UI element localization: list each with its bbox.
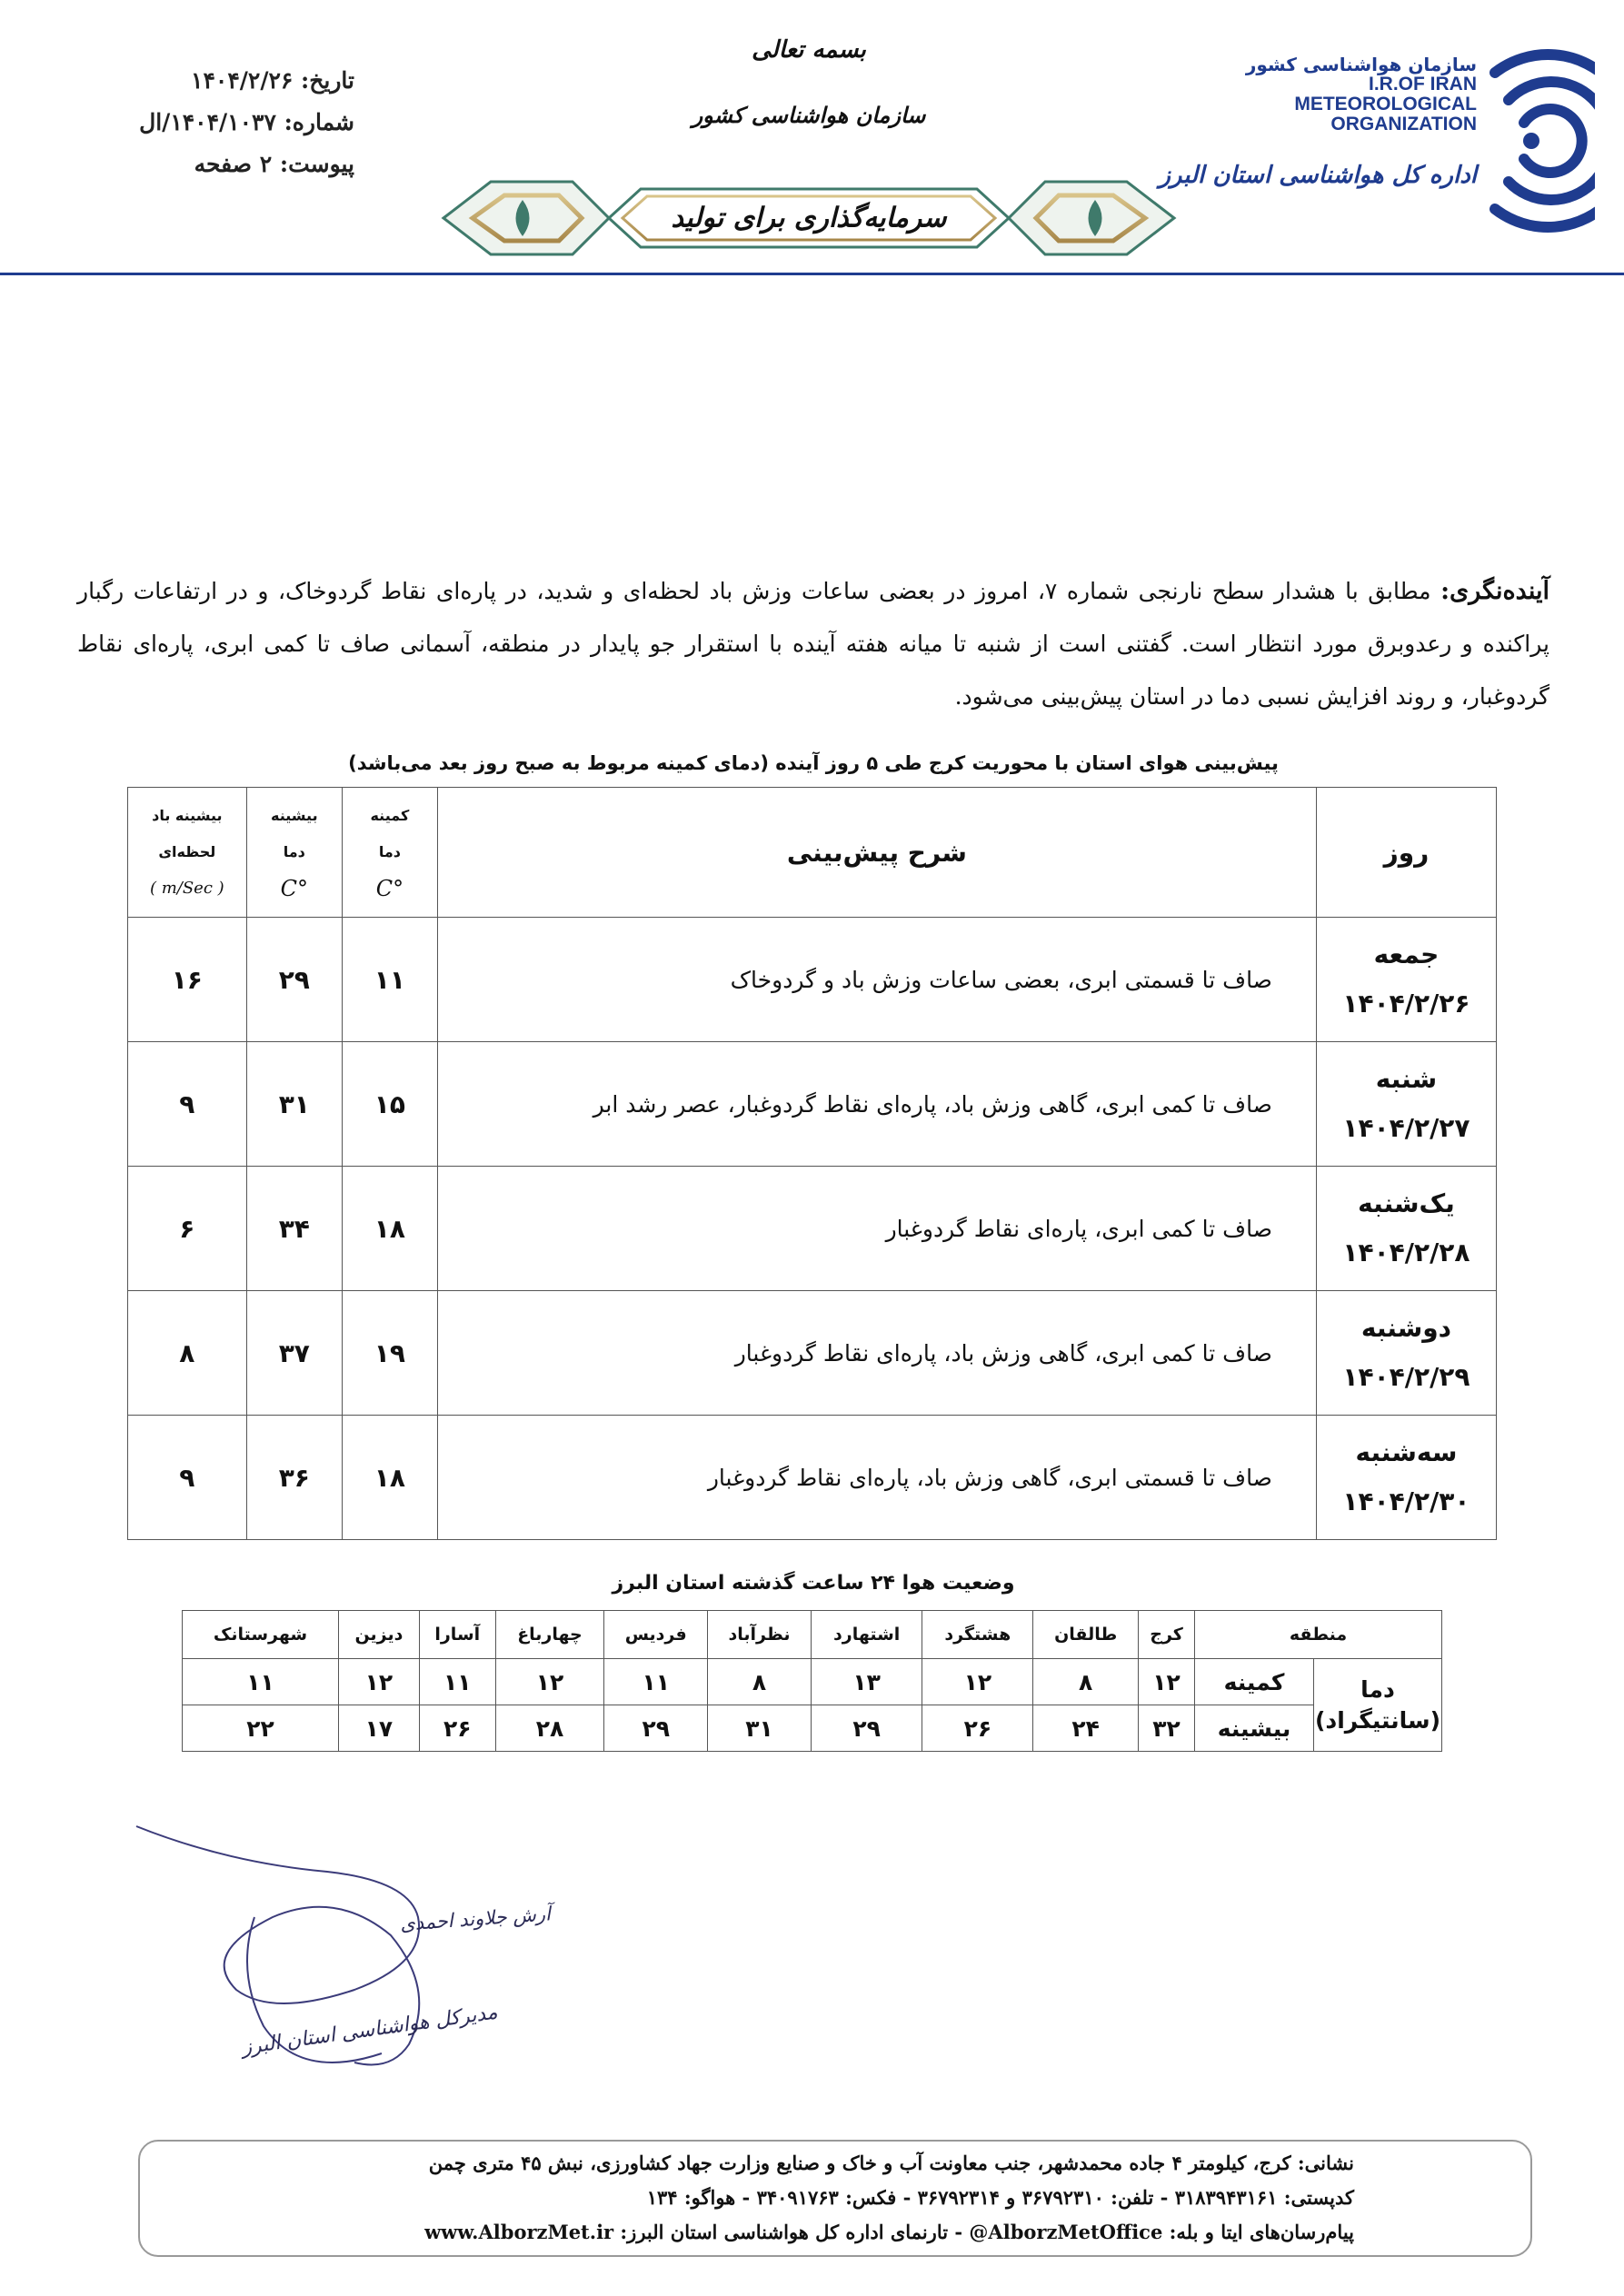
station-max: ۲۹ [811,1705,922,1752]
header-wind-l1: بیشینه باد [152,807,223,824]
forecast-day-cell [1316,1416,1496,1540]
station-max: ۲۶ [419,1705,495,1752]
station-name: دیزین [338,1611,419,1659]
logo-line-2: METEOROLOGICAL [1294,94,1477,114]
forecast-min-temp: ۱۹ [342,1291,437,1416]
forecast-min-temp: ۱۸ [342,1167,437,1291]
letter-meta [139,60,354,185]
station-max: ۲۴ [1033,1705,1139,1752]
meteorological-logo-icon [1477,36,1595,245]
station-max: ۳۱ [708,1705,812,1752]
station-name: کرج [1139,1611,1195,1659]
station-min: ۱۱ [604,1659,708,1705]
letter-attachment: پیوست: ۲ صفحه [194,151,354,177]
center-header [436,27,1181,263]
forecast-description: صاف تا کمی ابری، پاره‌ای نقاط گردوغبار [437,1167,1316,1291]
station-name: طالقان [1033,1611,1139,1659]
forecast-description: صاف تا قسمتی ابری، گاهی وزش باد، پاره‌ای نقاط گردوغبار [437,1416,1316,1540]
forecast-row [128,1291,1497,1416]
min-label: کمینه [1195,1659,1314,1705]
logo-office-name: اداره کل هواشناسی استان البرز [1159,162,1477,189]
org-name: سازمان هواشناسی کشور [692,102,926,128]
signatory-role: مدیرکل هواشناسی استان البرز [240,2001,499,2060]
temp-label: دما [1360,1675,1395,1703]
station-name: آسارا [419,1611,495,1659]
forecast-row [128,918,1497,1042]
header-max-wind [128,788,247,918]
header-min-l2: دما [378,843,401,860]
forecast-title: پیش‌بینی هوای استان با محوریت کرج طی ۵ روز آینده (دمای کمینه مربوط به صبح روز بعد می‌باشد) [348,752,1279,774]
forecast-max-wind: ۸ [128,1291,247,1416]
header-max-unit: °C [280,876,308,901]
forecast-description: صاف تا قسمتی ابری، بعضی ساعات وزش باد و گردوخاک [437,918,1316,1042]
footer-text [154,2146,1354,2250]
station-min: ۱۲ [922,1659,1033,1705]
stations-header-row [183,1611,1442,1659]
station-min: ۸ [1033,1659,1139,1705]
outlook-paragraph [77,565,1549,723]
forecast-description: صاف تا کمی ابری، گاهی وزش باد، پاره‌ای نقاط گردوغبار [437,1291,1316,1416]
station-min: ۱۳ [811,1659,922,1705]
forecast-min-temp: ۱۱ [342,918,437,1042]
station-name: اشتهارد [811,1611,922,1659]
station-max: ۲۶ [922,1705,1033,1752]
forecast-max-temp: ۲۹ [246,918,342,1042]
signatory-name: آرش جلاوند احمدی [399,1903,552,1935]
basmala: بسمه تعالی [752,36,866,64]
forecast-max-wind: ۹ [128,1042,247,1167]
outlook-label: آینده‌نگری: [1440,577,1549,605]
logo-line-3: ORGANIZATION [1330,114,1477,134]
forecast-day-cell [1316,918,1496,1042]
slogan: سرمایه‌گذاری برای تولید [671,202,947,234]
forecast-row [128,1042,1497,1167]
station-min: ۸ [708,1659,812,1705]
outlook-text: مطابق با هشدار سطح نارنجی شماره ۷، امروز در بعضی ساعات وزش باد لحظه‌ای و شدید، در پاره‌ای نقاط گردوخاک، و در ارتفاعات رگبار پراکنده و رعدوبرق مورد انتظار است. گفتنی است از شنبه تا میانه هفته آینده با استقرار جو پایدار در منطقه، آسمانی صاف تا کمی ابری، پاره‌ای نقاط گردوغبار، و روند افزایش نسبی دما در استان پیش‌بینی می‌شود. [77,578,1549,710]
forecast-description: صاف تا کمی ابری، گاهی وزش باد، پاره‌ای نقاط گردوغبار، عصر رشد ابر [437,1042,1316,1167]
forecast-max-temp: ۳۴ [246,1167,342,1291]
forecast-day-cell [1316,1167,1496,1291]
forecast-max-temp: ۳۱ [246,1042,342,1167]
forecast-header-row [128,788,1497,918]
header-day: روز [1316,788,1496,918]
station-name: چهارباغ [495,1611,604,1659]
station-name: هشتگرد [922,1611,1033,1659]
station-min: ۱۲ [1139,1659,1195,1705]
footer-address: نشانی: کرج، کیلومتر ۴ جاده محمدشهر، جنب معاونت آب و خاک و صنایع وزارت جهاد کشاورزی، نبش ۴۵ متری چمن [428,2152,1354,2174]
logo-text [1246,55,1477,134]
letter-date: تاریخ: ۱۴۰۴/۲/۲۶ [191,67,354,94]
temp-unit: (سانتیگراد) [1314,1706,1441,1734]
forecast-min-temp: ۱۵ [342,1042,437,1167]
header-min-unit: °C [375,876,404,901]
station-name: نظرآباد [708,1611,812,1659]
forecast-day: جمعه [1373,939,1440,969]
forecast-max-temp: ۳۷ [246,1291,342,1416]
forecast-max-temp: ۳۶ [246,1416,342,1540]
station-max: ۲۹ [604,1705,708,1752]
forecast-max-wind: ۹ [128,1416,247,1540]
logo-org-fa: سازمان هواشناسی کشور [1245,54,1477,75]
station-max: ۲۸ [495,1705,604,1752]
forecast-date: ۱۴۰۴/۲/۲۷ [1342,1113,1470,1143]
forecast-day-cell [1316,1042,1496,1167]
letter-number: شماره: ۱۴۰۴/۱۰۳۷/ال [139,109,354,135]
stations-min-row [183,1659,1442,1705]
forecast-day: یک‌شنبه [1358,1188,1455,1218]
station-min: ۱۲ [495,1659,604,1705]
forecast-day: دوشنبه [1360,1313,1452,1343]
header-wind-unit: ( m/Sec ) [149,879,224,898]
header-description: شرح پیش‌بینی [437,788,1316,918]
logo-line-1: I.R.OF IRAN [1369,74,1477,94]
footer-contact: کدپستی: ۳۱۸۳۹۴۳۱۶۱ - تلفن: ۳۶۷۹۲۳۱۰ و ۳۶۷۹۲۳۱۴ - فکس: ۳۴۰۹۱۷۶۳ - هواگو: ۱۳۴ [646,2186,1354,2209]
forecast-table [127,787,1497,1540]
forecast-date: ۱۴۰۴/۲/۲۸ [1342,1237,1470,1267]
stations-title: وضعیت هوا ۲۴ ساعت گذشته استان البرز [612,1572,1015,1595]
forecast-row [128,1416,1497,1540]
region-label: منطقه [1195,1611,1442,1659]
station-name: شهرستانک [183,1611,339,1659]
forecast-max-wind: ۱۶ [128,918,247,1042]
footer-messengers: پیام‌رسان‌های ایتا و بله: AlborzMetOffice@ - تارنمای اداره کل هواشناسی استان البرز: www.AlborzMet.ir [424,2221,1354,2243]
stations-max-row [183,1705,1442,1752]
org-logo-block [1159,36,1595,245]
forecast-max-wind: ۶ [128,1167,247,1291]
header-max-l1: بیشینه [270,807,318,824]
forecast-min-temp: ۱۸ [342,1416,437,1540]
forecast-date: ۱۴۰۴/۲/۲۹ [1342,1362,1470,1392]
header-wind-l2: لحظه‌ای [158,843,216,860]
station-max: ۳۲ [1139,1705,1195,1752]
stations-table [182,1610,1442,1752]
forecast-day: سه‌شنبه [1355,1437,1458,1467]
header-max-temp [246,788,342,918]
forecast-date: ۱۴۰۴/۲/۳۰ [1342,1486,1470,1516]
header-max-l2: دما [283,843,305,860]
station-min: ۱۱ [419,1659,495,1705]
station-min: ۱۲ [338,1659,419,1705]
header-min-l1: کمینه [370,807,410,824]
max-label: بیشینه [1195,1705,1314,1752]
header-rule [0,273,1624,275]
temp-label-cell [1314,1659,1442,1752]
station-min: ۱۱ [183,1659,339,1705]
station-max: ۲۲ [183,1705,339,1752]
header-min-temp [342,788,437,918]
forecast-day: شنبه [1375,1064,1438,1094]
forecast-day-cell [1316,1291,1496,1416]
forecast-date: ۱۴۰۴/۲/۲۶ [1342,989,1470,1019]
forecast-row [128,1167,1497,1291]
station-max: ۱۷ [338,1705,419,1752]
station-name: فردیس [604,1611,708,1659]
